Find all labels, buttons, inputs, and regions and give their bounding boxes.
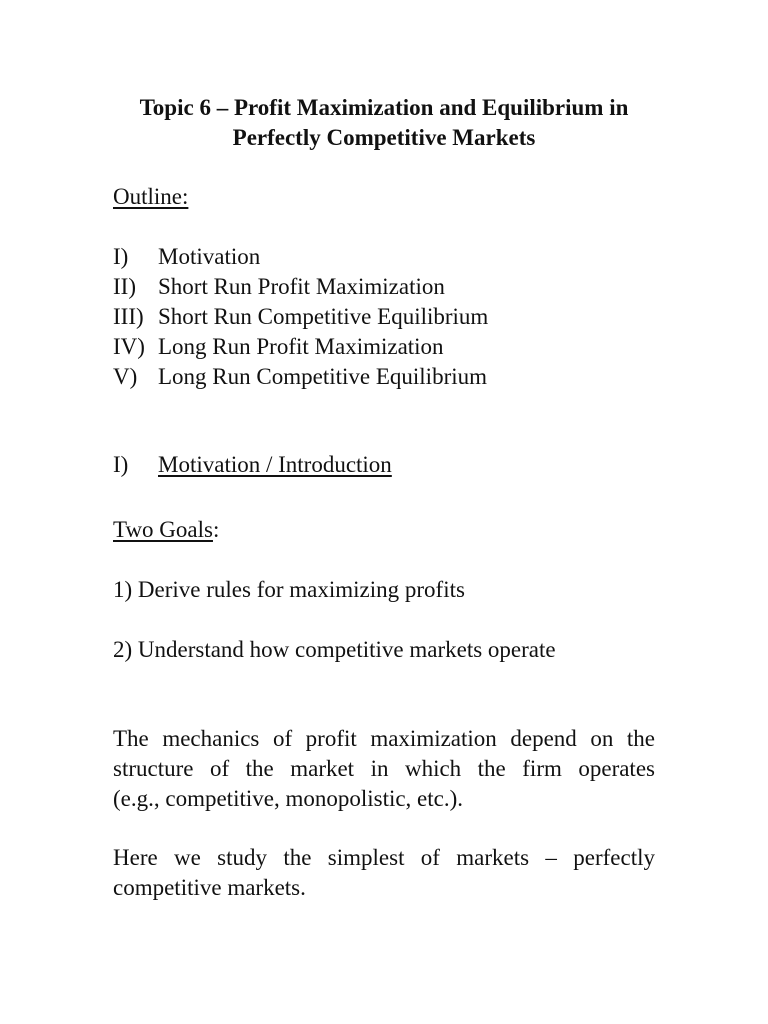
outline-item-2-label: Short Run Profit Maximization	[158, 274, 445, 299]
paragraph-mechanics-line-1: The mechanics of profit maximization depend on the	[113, 726, 655, 751]
goals-heading-line	[113, 515, 219, 545]
outline-item-4-number: IV)	[113, 334, 145, 359]
paragraph-simplest-markets-line-1: Here we study the simplest of markets – perfectly	[113, 845, 655, 870]
outline-item-2-number: II)	[113, 274, 136, 299]
goals-heading: Two Goals	[113, 517, 213, 542]
goals-heading-colon: :	[212, 517, 220, 542]
outline-item-4-label: Long Run Profit Maximization	[158, 334, 444, 359]
outline-item-3-number: III)	[113, 304, 144, 329]
paragraph-simplest-markets-line-2: competitive markets.	[113, 875, 306, 900]
outline-item-1-label: Motivation	[158, 244, 261, 269]
outline-item-5-number: V)	[113, 364, 138, 389]
outline-heading: Outline:	[113, 184, 189, 209]
outline-item-3-label: Short Run Competitive Equilibrium	[158, 304, 489, 329]
paragraph-mechanics-line-3: (e.g., competitive, monopolistic, etc.).	[113, 786, 464, 811]
page-title-line-2: Perfectly Competitive Markets	[232, 125, 536, 150]
paragraph-simplest-markets	[113, 843, 655, 903]
section-1-heading: Motivation / Introduction	[158, 452, 392, 477]
goal-item-1: 1) Derive rules for maximizing profits	[113, 577, 465, 602]
paragraph-mechanics	[113, 724, 655, 814]
outline-item-1-number: I)	[113, 244, 129, 269]
paragraph-mechanics-line-2: structure of the market in which the firm operates	[113, 756, 655, 781]
goal-item-2: 2) Understand how competitive markets operate	[113, 637, 556, 662]
page-title-line-1: Topic 6 – Profit Maximization and Equilibrium in	[139, 95, 629, 120]
outline-item-5-label: Long Run Competitive Equilibrium	[158, 364, 488, 389]
section-1-number: I)	[113, 452, 129, 477]
